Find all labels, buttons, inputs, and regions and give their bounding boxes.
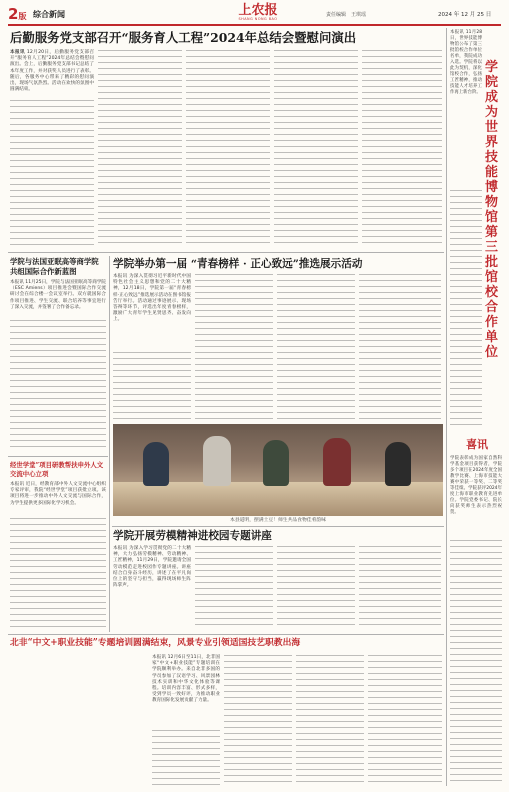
article-mid2-column-4 xyxy=(359,546,441,630)
lead-column-3 xyxy=(186,50,270,248)
article-mid1-column-4 xyxy=(359,274,441,420)
page-number-suffix: 版 xyxy=(18,12,27,21)
article-mid1-column-2 xyxy=(195,274,273,420)
photo-person xyxy=(323,438,351,486)
lead-column-1 xyxy=(10,100,94,248)
photo-person xyxy=(203,436,231,486)
lead-byline: 本报讯 xyxy=(10,50,26,55)
article-left1-body: 本报讯 11月25日，学院与法国亚眠高等商学院（ESC Amiens）项目推进会暨国际合作交流研讨会在综合楼一会议室举行。双方就国际合作项目推进、学生交流、联合培养等事宜进行了深入交流，并签署了合作备忘录。 xyxy=(10,280,106,310)
lead-column-4 xyxy=(274,50,358,248)
article-mid2-body: 本报讯 为深入学习贯彻党的二十大精神，大力弘扬劳模精神、劳动精神、工匠精神，11月29日，学院邀请全国劳动模范走进校园作专题讲座。讲座结合自身奋斗经历，讲述了在平凡岗位上的坚守与担当，赢得现场师生阵阵掌声。 xyxy=(113,546,191,589)
article-bottom-column-3 xyxy=(296,655,364,785)
editor-name: 王琪瑶 xyxy=(351,12,367,18)
page-header xyxy=(8,3,501,23)
page-number xyxy=(8,6,26,25)
editor-label: 责任编辑 xyxy=(326,12,347,18)
header-rule xyxy=(8,24,501,26)
article-mid1-headline: 学院举办第一届 “青春榜样 · 正心致远”推选展示活动 xyxy=(113,258,363,270)
lead-column-5 xyxy=(362,50,442,248)
article-mid1-column-1 xyxy=(113,352,191,420)
lead-body xyxy=(10,50,442,248)
article-left2-columns xyxy=(10,518,106,630)
lead-divider xyxy=(8,252,444,253)
section-name: 综合新闻 xyxy=(33,10,65,19)
bottom-divider xyxy=(8,634,444,635)
masthead xyxy=(223,4,293,21)
article-left2-body: 本报讯 近日，经教育部中外人文交流中心组织专家评审，我院“经世学堂”项目获批立项。该项目将进一步推动中外人文交流与国际合作，为学生提供更多国际化学习机会。 xyxy=(10,482,106,506)
article-left1-headline: 学院与法国亚眠高等商学院共组国际合作新蓝图 xyxy=(10,257,99,276)
photo-table xyxy=(113,482,443,516)
masthead-title: 上农报 xyxy=(238,3,278,18)
notice-body: 学院表彰成为国家自然科学基金项目获得者，学院多个项目在2024年度全国教学比赛、上海市技能大赛中荣获一等奖、二等奖等佳绩。学院获评2024年度上海市职业教育先进单位。学院党委书记、院长向获奖师生表示热烈祝贺。 xyxy=(450,456,502,515)
masthead-en: SHANG NONG BAO xyxy=(238,17,278,21)
bottom-left-space xyxy=(10,655,146,785)
lead-headline: 后勤服务党支部召开“服务育人工程”2024年总结会暨慰问演出 xyxy=(10,30,357,45)
issue-date: 2024 年 12 月 25 日 xyxy=(438,12,492,18)
photo-divider xyxy=(112,526,444,527)
article-mid2-headline: 学院开展劳模精神进校园专题讲座 xyxy=(113,530,272,542)
article-bottom-body: 本报讯 12月6日至11日，北非国家“中文+职业技能”专题培训在学院顺利举办。来自北非多国的学员参加了汉语学习、风景园林技术实训和中华文化体验等课程。培训内容丰富、形式多样，受到学员一致好评，为推动职业教育国际化发展贡献了力量。 xyxy=(152,655,220,704)
column-divider xyxy=(109,256,110,632)
article-bottom-column-2 xyxy=(224,655,292,785)
article-mid2-column-3 xyxy=(277,546,355,630)
right-column-divider xyxy=(446,28,447,786)
photo-caption: 本县道明，摆满土豆！师生共品食物佳肴韵味 xyxy=(230,518,326,523)
lead-text xyxy=(10,50,94,93)
left-divider xyxy=(8,456,108,457)
page-number-digit: 2 xyxy=(8,5,19,23)
article-bottom-column-4 xyxy=(368,655,442,785)
article-mid1-body: 本报讯 为深入贯彻习近平新时代中国特色社会主义思想和党的二十大精神，12月18日，学院第一届“青春榜样·正心致远”推选展示活动在图书馆报告厅举行。活动通过事迹展示、现场答辩等环节，评选出年度青春榜样，激励广大青年学生见贤思齐、奋发向上。 xyxy=(113,274,191,323)
article-bottom-column-1 xyxy=(152,730,220,785)
article-mid2-column-2 xyxy=(195,546,273,630)
notice-headline: 喜讯 xyxy=(466,438,488,451)
article-mid1-column-3 xyxy=(277,274,355,420)
lead-paragraph: 12月20日，后勤服务党支部召开“服务育人工程”2024年总结会暨慰问演出。会上，后勤服务党支部书记总结了本年度工作，并对获奖人员进行了表彰。随后，各服务中心带来了精彩的慰问演出，现场气氛热烈。活动在欢快的氛围中圆满结束。 xyxy=(10,50,94,93)
lead-column-2 xyxy=(98,50,182,248)
photo-person xyxy=(143,442,169,486)
photo-person xyxy=(385,442,411,486)
article-bottom-headline: 北非“中文+职业技能”专题培训圆满结束，风景专业引领适国技艺职教出海 xyxy=(10,638,301,648)
right-feature-body: 本报讯 11月28日，世界技能博物馆公布了第三批馆校合作单位名单，我院成功入选。学院将以此为契机，深化馆校合作，弘扬工匠精神，推动技能人才培养工作再上新台阶。 xyxy=(450,30,482,95)
notice-columns xyxy=(450,540,502,785)
photo-person xyxy=(263,440,289,486)
article-left2-headline: 经世学堂”项目研教帮扶申外人文交流中心立项 xyxy=(10,461,104,478)
right-feature-headline: 学院成为世界技能博物馆第三批馆校合作单位 xyxy=(485,60,499,360)
article-left1-columns xyxy=(10,320,106,450)
right-feature-columns xyxy=(450,190,482,430)
event-photo xyxy=(113,424,443,516)
